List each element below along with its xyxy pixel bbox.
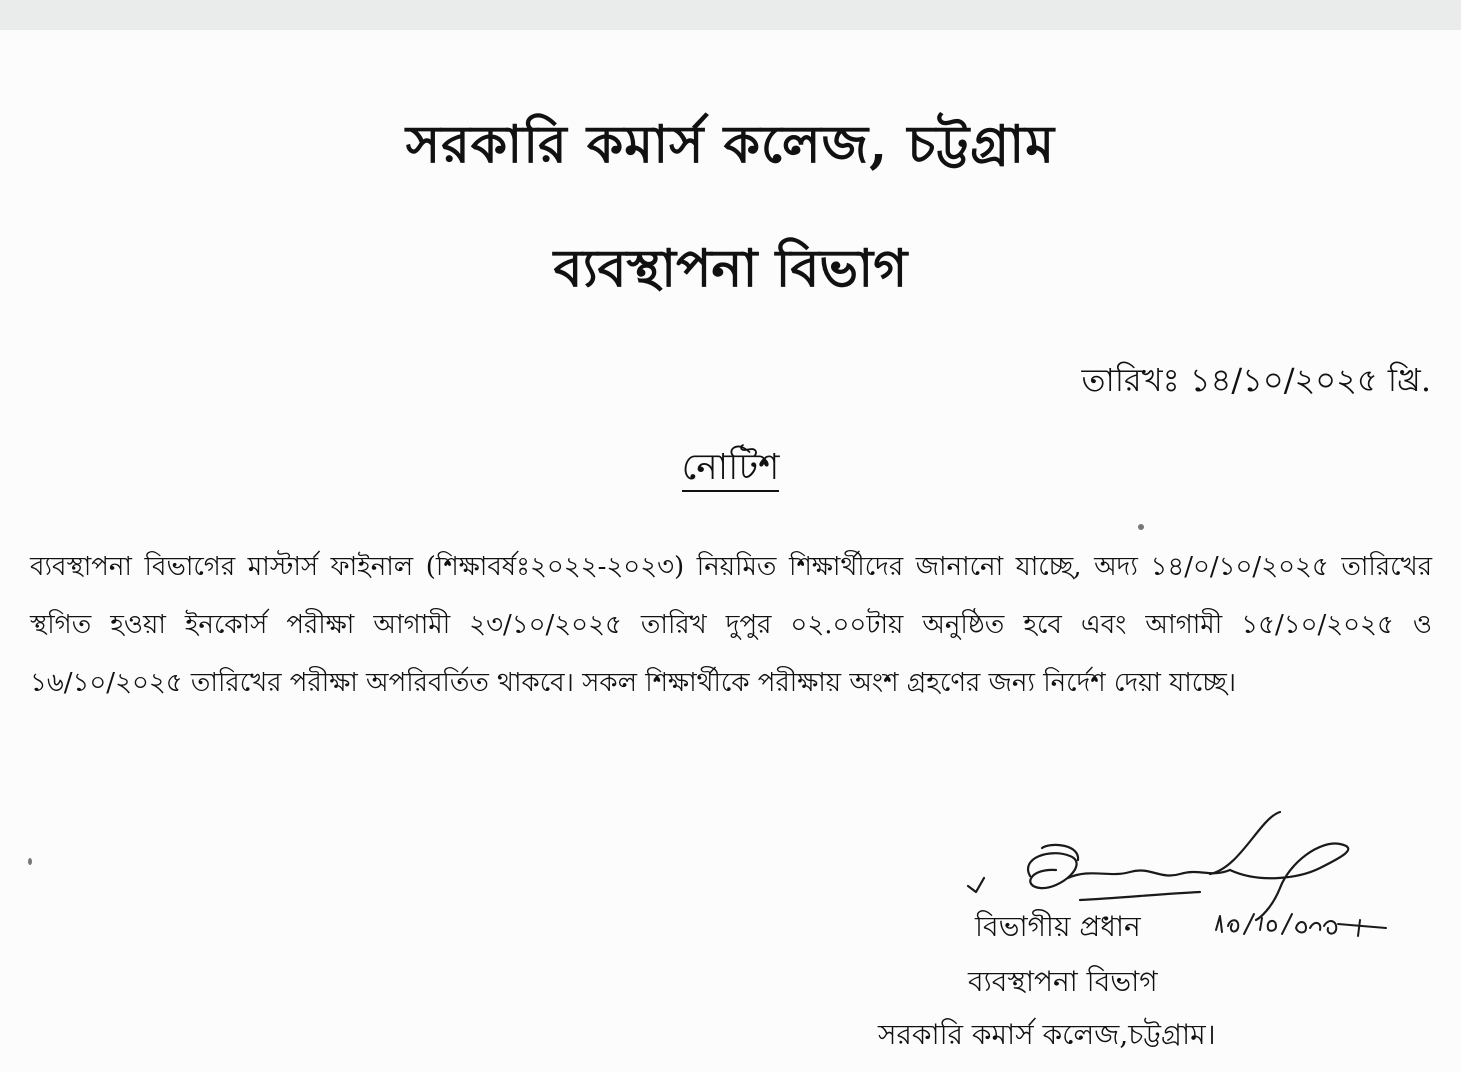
handwritten-date-scribble <box>1210 906 1390 946</box>
notice-title <box>0 440 1461 500</box>
signatory-department: ব্যবস্থাপনা বিভাগ <box>968 965 1158 998</box>
institution-heading: সরকারি কমার্স কলেজ, চট্টগ্রাম <box>405 114 1056 175</box>
signatory-designation: বিভাগীয় প্রধান <box>975 910 1141 943</box>
scan-speck <box>1138 524 1144 530</box>
notice-title-text: নোটিশ <box>682 447 780 492</box>
notice-date: তারিখঃ ১৪/১০/২০২৫ খ্রি. <box>1081 361 1431 399</box>
signatory-institution: সরকারি কমার্স কলেজ,চট্টগ্রাম। <box>878 1018 1216 1051</box>
notice-body: ব্যবস্থাপনা বিভাগের মাস্টার্স ফাইনাল (শিক্ষাবর্ষঃ২০২২-২০২৩) নিয়মিত শিক্ষার্থীদের জানানো যাচ্ছে, অদ্য ১৪/০/১০/২০২৫ তারিখের স্থগিত হওয়া ইনকোর্স পরীক্ষা আগামী ২৩/১০/২০২৫ তারিখ দুপুর ০২.০০টায় অনুষ্ঠিত হবে এবং আগামী ১৫/১০/২০২৫ ও ১৬/১০/২০২৫ তারিখের পরীক্ষা অপরিবর্তিত থাকবে। সকল শিক্ষার্থীকে পরীক্ষায় অংশ গ্রহণের জন্য নির্দেশ দেয়া যাচ্ছে। <box>30 552 1432 698</box>
scan-speck <box>28 858 32 865</box>
scan-border <box>0 0 1461 30</box>
department-heading: ব্যবস্থাপনা বিভাগ <box>553 238 908 299</box>
